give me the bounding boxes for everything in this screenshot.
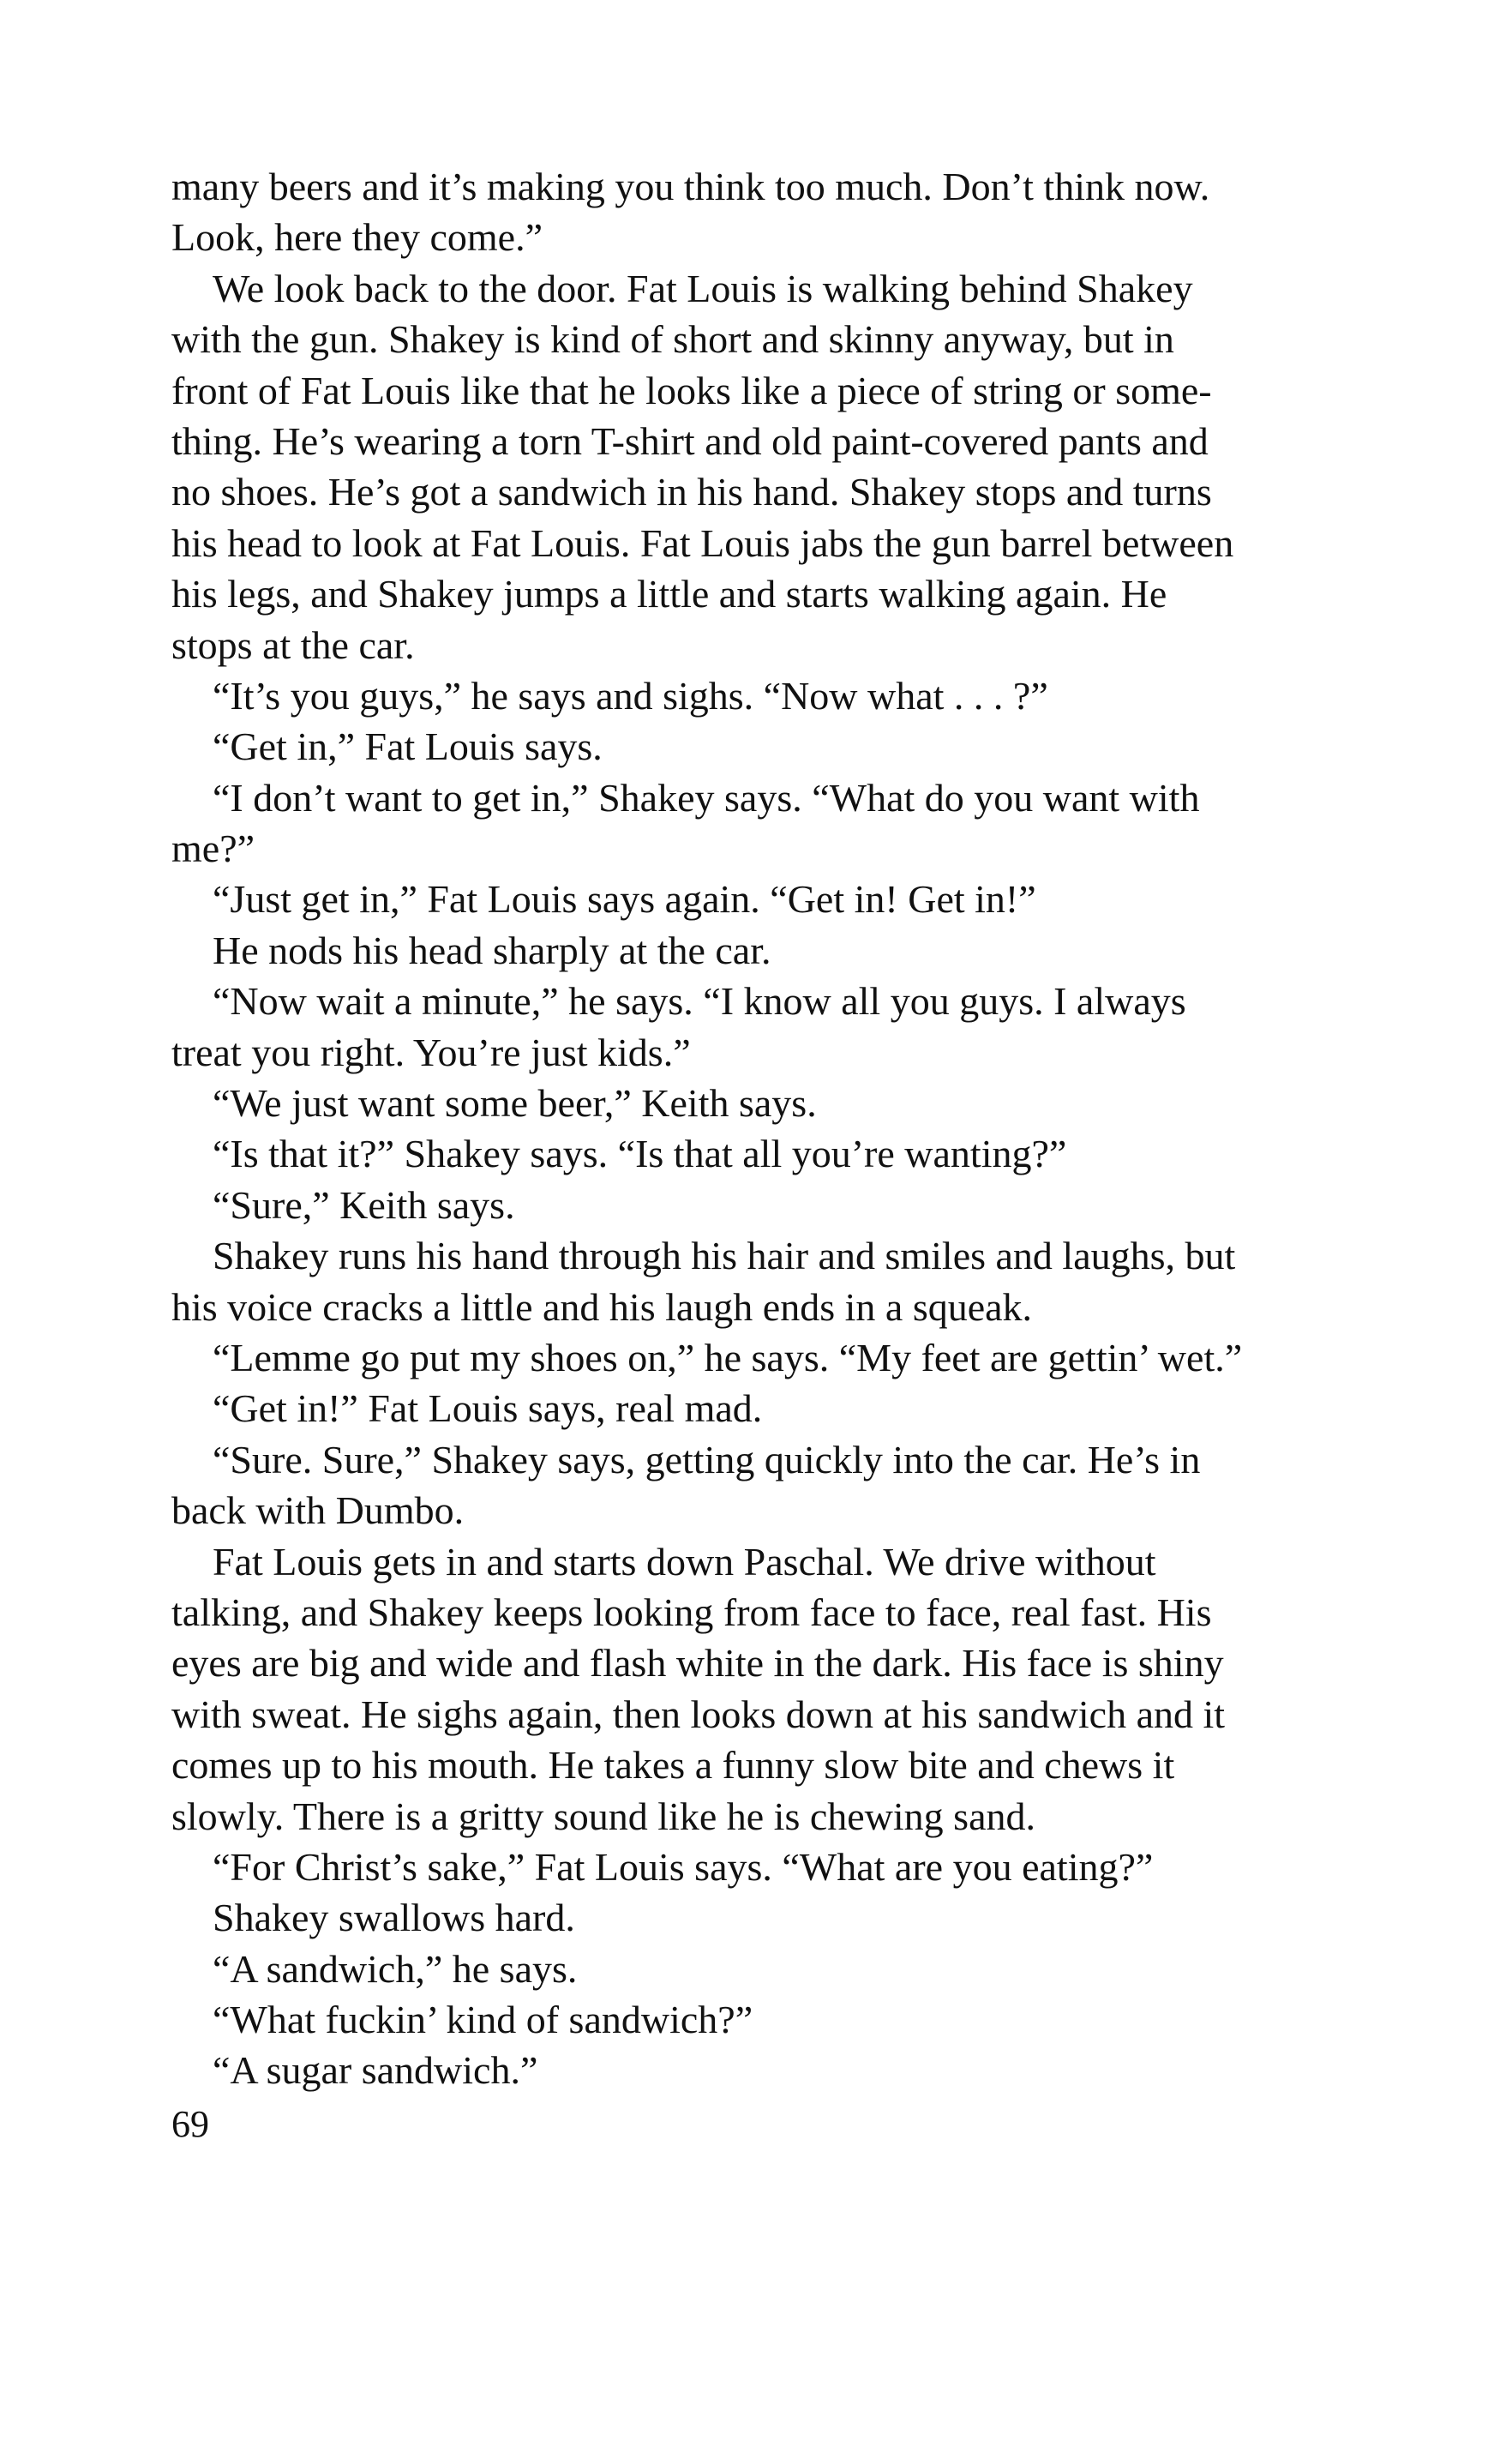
text-line: “I don’t want to get in,” Shakey says. “What do you want with	[213, 775, 1200, 820]
text-line: no shoes. He’s got a sandwich in his hand. Shakey stops and turns	[171, 470, 1212, 514]
text-line: with the gun. Shakey is kind of short and skinny anyway, but in	[171, 317, 1174, 362]
text-line: with sweat. He sighs again, then looks down at his sandwich and it	[171, 1692, 1226, 1736]
text-line: “Just get in,” Fat Louis says again. “Get in! Get in!”	[213, 877, 1036, 922]
text-line: slowly. There is a gritty sound like he is chewing sand.	[171, 1794, 1036, 1838]
text-line: many beers and it’s making you think too much. Don’t think now.	[171, 165, 1210, 208]
text-line: He nods his head sharply at the car.	[213, 928, 771, 972]
text-line: his legs, and Shakey jumps a little and starts walking again. He	[171, 572, 1167, 616]
text-line: treat you right. You’re just kids.”	[171, 1030, 691, 1074]
text-line: We look back to the door. Fat Louis is walking behind Shakey	[213, 266, 1193, 310]
text-line: Shakey runs his hand through his hair and smiles and laughs, but	[213, 1234, 1236, 1278]
text-line: his head to look at Fat Louis. Fat Louis jabs the gun barrel between	[171, 520, 1234, 565]
text-line: Look, here they come.”	[171, 215, 543, 260]
text-line: Shakey swallows hard.	[213, 1896, 575, 1940]
text-line: “What fuckin’ kind of sandwich?”	[213, 1998, 753, 2042]
text-line: “For Christ’s sake,” Fat Louis says. “What are you eating?”	[213, 1844, 1154, 1889]
text-line: thing. He’s wearing a torn T-shirt and old paint-covered pants and	[171, 418, 1209, 463]
text-line: “It’s you guys,” he says and sighs. “Now what . . . ?”	[213, 673, 1048, 718]
text-line: his voice cracks a little and his laugh ends in a squeak.	[171, 1284, 1033, 1329]
text-line: comes up to his mouth. He takes a funny slow bite and chews it	[171, 1743, 1175, 1788]
text-line: front of Fat Louis like that he looks like a piece of string or some-	[171, 368, 1212, 412]
text-line: “A sugar sandwich.”	[213, 2048, 538, 2093]
text-line: “Now wait a minute,” he says. “I know all you guys. I always	[213, 979, 1186, 1024]
text-line: “A sandwich,” he says.	[213, 1946, 578, 1991]
text-line: “Is that it?” Shakey says. “Is that all you’re wanting?”	[213, 1132, 1067, 1176]
text-line: “Sure,” Keith says.	[213, 1182, 515, 1227]
text-line: eyes are big and wide and flash white in the dark. His face is shiny	[171, 1641, 1224, 1686]
text-line: “We just want some beer,” Keith says.	[213, 1081, 817, 1126]
text-line: me?”	[171, 826, 255, 871]
text-line: “Get in!” Fat Louis says, real mad.	[213, 1386, 763, 1431]
text-line: “Sure. Sure,” Shakey says, getting quickly into the car. He’s in	[213, 1437, 1201, 1481]
text-line: back with Dumbo.	[171, 1488, 465, 1533]
text-line: stops at the car.	[171, 622, 415, 667]
page-body	[171, 161, 1337, 2096]
text-line: talking, and Shakey keeps looking from face to face, real fast. His	[171, 1590, 1212, 1634]
text-line: “Lemme go put my shoes on,” he says. “My feet are gettin’ wet.”	[213, 1335, 1243, 1379]
text-line: Fat Louis gets in and starts down Paschal. We drive without	[213, 1539, 1156, 1584]
page-number: 69	[171, 2103, 209, 2145]
text-line: “Get in,” Fat Louis says.	[213, 724, 603, 769]
